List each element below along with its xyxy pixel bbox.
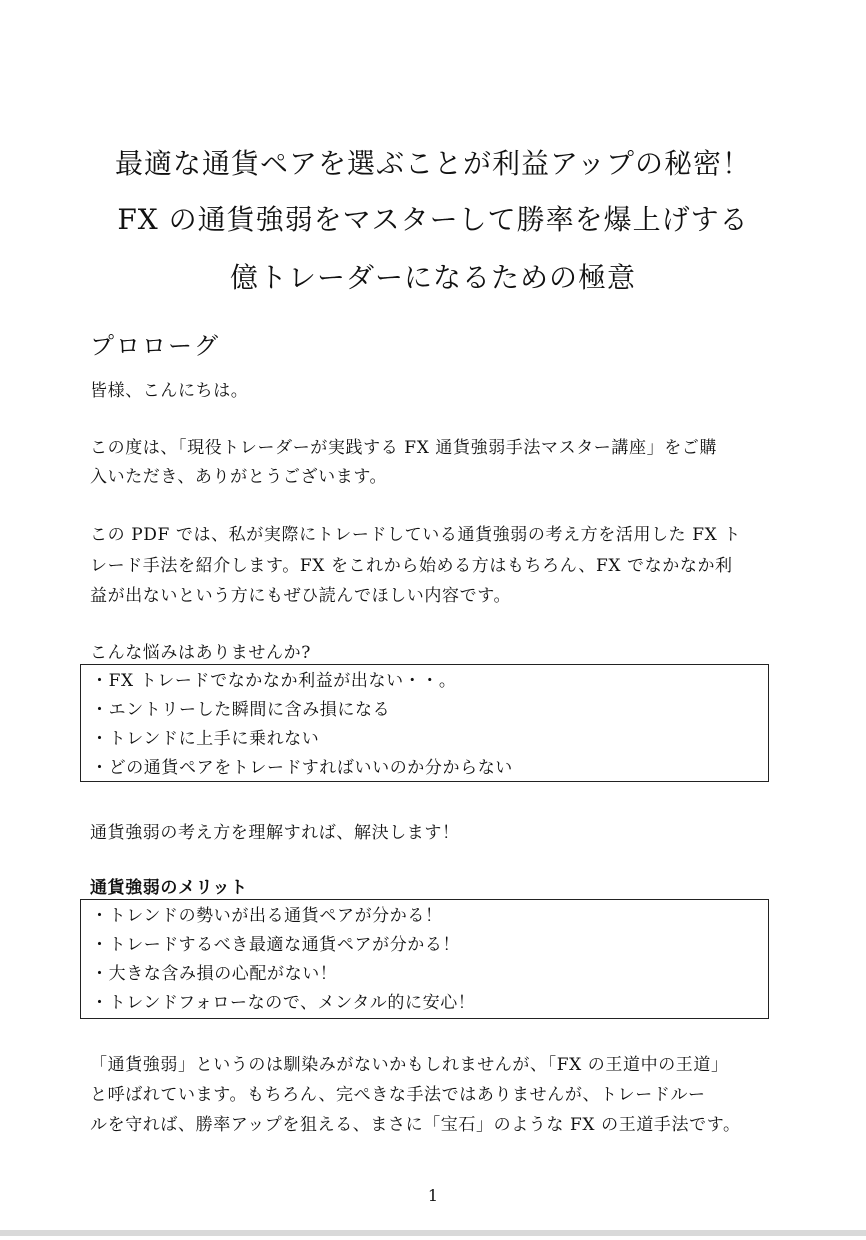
merit-item: ・トレンドの勢いが出る通貨ペアが分かる！ bbox=[91, 906, 443, 926]
merits-heading: 通貨強弱のメリット bbox=[90, 878, 248, 898]
paragraph-2-line-2: レード手法を紹介します。FX をこれから始める方はもちろん、FX でなかなか利 bbox=[90, 556, 733, 576]
worry-item: ・トレンドに上手に乗れない bbox=[91, 729, 320, 749]
merit-item: ・大きな含み損の心配がない！ bbox=[91, 964, 338, 984]
paragraph-2-line-1: この PDF では、私が実際にトレードしている通貨強弱の考え方を活用した FX ト bbox=[90, 525, 741, 545]
paragraph-1-line-2: 入いただき、ありがとうございます。 bbox=[90, 467, 388, 487]
closing-line-2: と呼ばれています。もちろん、完ぺきな手法ではありませんが、トレードルー bbox=[90, 1085, 706, 1105]
worries-box bbox=[80, 664, 769, 782]
solution-statement: 通貨強弱の考え方を理解すれば、解決します！ bbox=[90, 823, 460, 843]
title-line-3: 億トレーダーになるための極意 bbox=[229, 261, 636, 294]
title-line-1: 最適な通貨ペアを選ぶことが利益アップの秘密！ bbox=[114, 147, 752, 180]
paragraph-2-line-3: 益が出ないという方にもぜひ読んでほしい内容です。 bbox=[90, 586, 512, 606]
merits-box bbox=[80, 899, 769, 1019]
page-bottom-divider bbox=[0, 1230, 866, 1236]
worry-item: ・FX トレードでなかなか利益が出ない・・。 bbox=[91, 671, 457, 691]
merit-item: ・トレードするべき最適な通貨ペアが分かる！ bbox=[91, 935, 461, 955]
closing-line-3: ルを守れば、勝率アップを狙える、まさに「宝石」のような FX の王道手法です。 bbox=[90, 1115, 741, 1135]
worry-item: ・どの通貨ペアをトレードすればいいのか分からない bbox=[91, 758, 513, 778]
worry-item: ・エントリーした瞬間に含み損になる bbox=[91, 700, 391, 720]
prologue-heading: プロローグ bbox=[90, 332, 220, 360]
merit-item: ・トレンドフォローなので、メンタル的に安心！ bbox=[91, 993, 476, 1013]
title-line-2: FX の通貨強弱をマスターして勝率を爆上げする bbox=[117, 203, 749, 236]
page-number: 1 bbox=[427, 1186, 439, 1205]
closing-line-1: 「通貨強弱」というのは馴染みがないかもしれませんが、「FX の王道中の王道」 bbox=[90, 1055, 729, 1075]
greeting: 皆様、こんにちは。 bbox=[90, 381, 249, 401]
worries-question: こんな悩みはありませんか? bbox=[90, 643, 311, 663]
paragraph-1-line-1: この度は、「現役トレーダーが実践する FX 通貨強弱手法マスター講座」をご購 bbox=[90, 438, 718, 458]
